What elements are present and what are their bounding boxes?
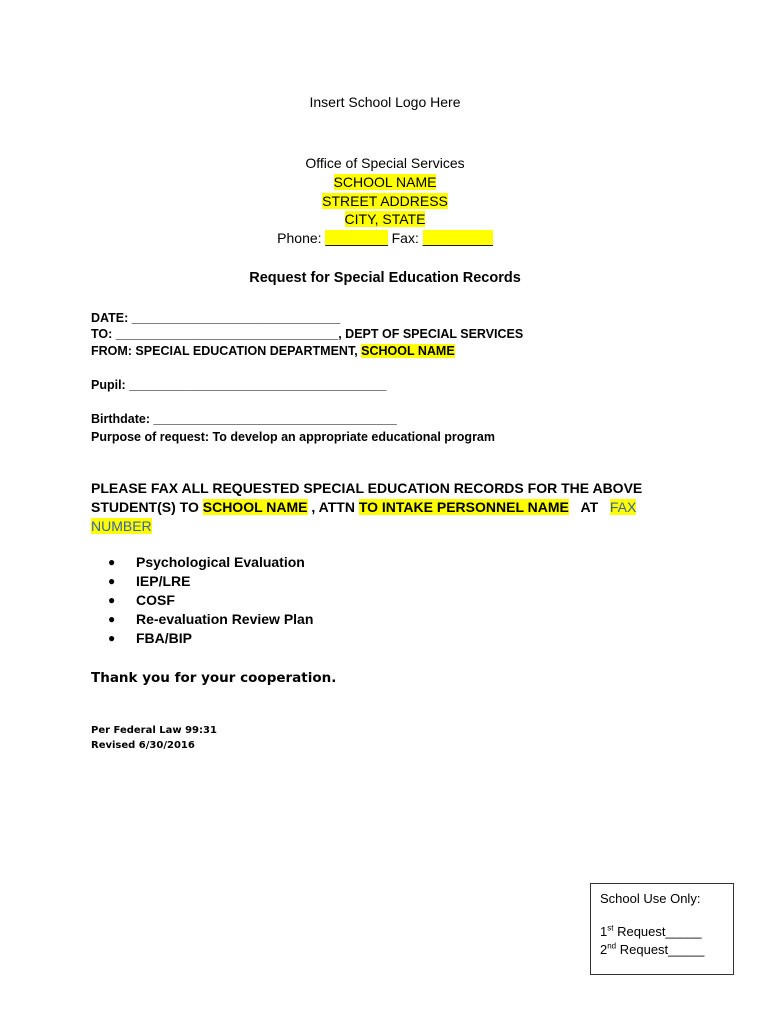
purpose-field: Purpose of request: To develop an appropriate educational program xyxy=(91,430,495,444)
fax-number-highlight-cont: NUMBER xyxy=(91,518,152,534)
birthdate-field: Birthdate: ___________________________________ xyxy=(91,412,397,426)
phone-blank: ________ xyxy=(325,230,388,246)
second-request-line: 2nd Request_____ xyxy=(600,941,705,957)
list-item: ● FBA/BIP xyxy=(108,630,192,646)
fax-label: Fax: xyxy=(391,230,419,246)
first-request-line: 1st Request_____ xyxy=(600,923,702,939)
phone-label: Phone: xyxy=(277,230,322,246)
school-name-placeholder: SCHOOL NAME xyxy=(333,174,437,190)
law-reference: Per Federal Law 99:31 xyxy=(91,725,217,736)
street-address-placeholder: STREET ADDRESS xyxy=(322,193,448,209)
instruction-line-2: STUDENT(S) TO SCHOOL NAME , ATTN TO INTAKE PERSONNEL NAME AT FAX xyxy=(91,499,637,515)
to-field xyxy=(91,327,523,341)
office-name: Office of Special Services xyxy=(305,155,465,171)
intake-personnel-highlight: TO INTAKE PERSONNEL NAME xyxy=(358,499,569,515)
from-text: FROM: SPECIAL EDUCATION DEPARTMENT, xyxy=(91,344,358,358)
fax-number-highlight: FAX xyxy=(609,499,637,515)
list-item: ● Re-evaluation Review Plan xyxy=(108,611,314,627)
thank-you-note: Thank you for your cooperation. xyxy=(91,670,337,686)
list-item: ● IEP/LRE xyxy=(108,573,191,589)
revision-date: Revised 6/30/2016 xyxy=(91,740,195,751)
list-item: ● Psychological Evaluation xyxy=(108,554,305,570)
document-title: Request for Special Education Records xyxy=(249,270,521,286)
instruction-line-1: PLEASE FAX ALL REQUESTED SPECIAL EDUCATION RECORDS FOR THE ABOVE xyxy=(91,480,643,496)
date-field: DATE: ______________________________ xyxy=(91,311,341,325)
pupil-field: Pupil: _____________________________________ xyxy=(91,378,387,392)
school-use-box xyxy=(590,883,734,975)
city-state-placeholder: CITY, STATE xyxy=(344,211,426,227)
fax-blank: _________ xyxy=(422,230,493,246)
contact-line xyxy=(0,230,770,246)
school-name-highlight: SCHOOL NAME xyxy=(202,499,308,515)
to-dept: , DEPT OF SPECIAL SERVICES xyxy=(338,327,524,341)
logo-placeholder: Insert School Logo Here xyxy=(309,94,461,110)
from-field xyxy=(91,344,455,358)
from-school-placeholder: SCHOOL NAME xyxy=(361,344,455,358)
list-item: ● COSF xyxy=(108,592,175,608)
records-list xyxy=(108,553,313,648)
school-use-title: School Use Only: xyxy=(600,891,701,906)
to-blank: TO: ________________________________ xyxy=(91,327,339,341)
